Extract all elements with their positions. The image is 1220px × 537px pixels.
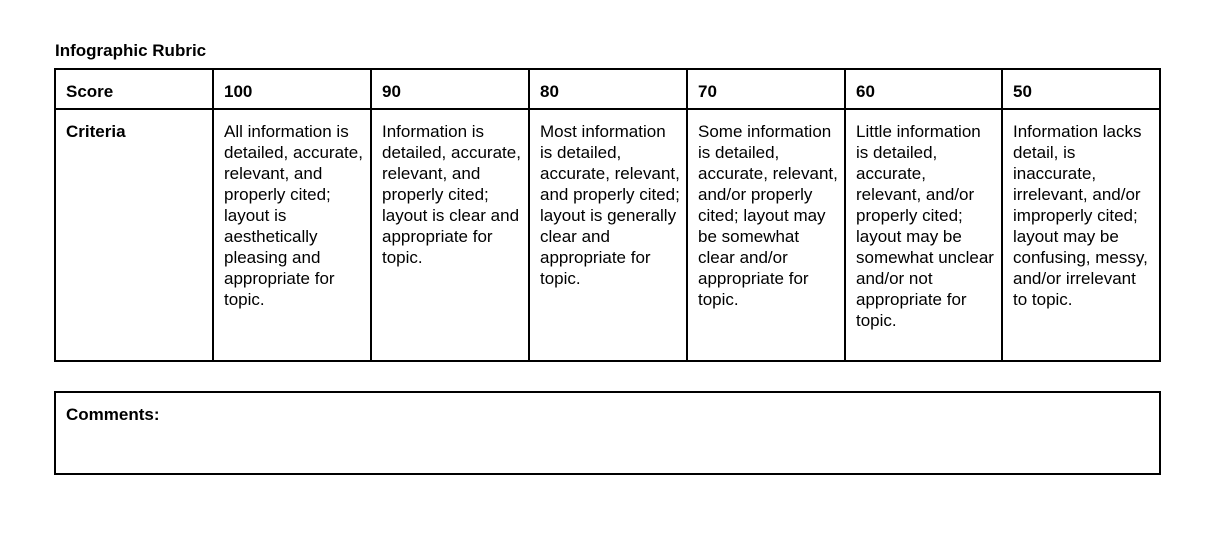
score-header: Score [55, 69, 213, 109]
criteria-cell-70: Some information is detailed, accurate, relevant, and/or properly cited; layout may be somewhat clear and/or appropriate for topic. [687, 109, 845, 361]
score-cell-80: 80 [529, 69, 687, 109]
criteria-header: Criteria [55, 109, 213, 361]
criteria-row [55, 109, 1160, 361]
score-cell-60: 60 [845, 69, 1002, 109]
criteria-cell-60: Little information is detailed, accurate, relevant, and/or properly cited; layout may be somewhat unclear and/or not appropriate for topic. [845, 109, 1002, 361]
rubric-table [54, 68, 1161, 362]
criteria-cell-100: All information is detailed, accurate, relevant, and properly cited; layout is aesthetically pleasing and appropriate for topic. [213, 109, 371, 361]
score-cell-100: 100 [213, 69, 371, 109]
score-row [55, 69, 1160, 109]
score-cell-90: 90 [371, 69, 529, 109]
comments-box[interactable] [54, 391, 1161, 475]
score-cell-50: 50 [1002, 69, 1160, 109]
score-cell-70: 70 [687, 69, 845, 109]
criteria-cell-90: Information is detailed, accurate, relevant, and properly cited; layout is clear and appropriate for topic. [371, 109, 529, 361]
criteria-cell-50: Information lacks detail, is inaccurate, irrelevant, and/or improperly cited; layout may be confusing, messy, and/or irrelevant to topic. [1002, 109, 1160, 361]
comments-label: Comments: [66, 405, 160, 424]
page-title: Infographic Rubric [55, 41, 207, 60]
criteria-cell-80: Most information is detailed, accurate, relevant, and properly cited; layout is generally clear and appropriate for topic. [529, 109, 687, 361]
